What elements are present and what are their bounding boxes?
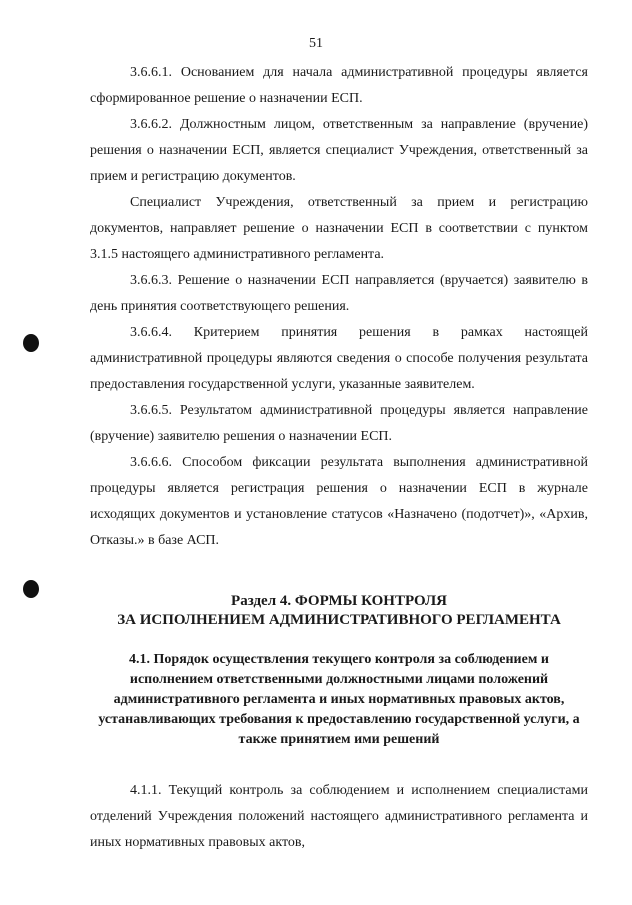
document-body	[90, 60, 588, 856]
paragraph-4-1-1: 4.1.1. Текущий контроль за соблюдением и исполнением специалистами отделений Учреждения положений настоящего административного регламента и иных нормативных правовых актов,	[90, 783, 588, 850]
section-heading-line2: ЗА ИСПОЛНЕНИЕМ АДМИНИСТРАТИВНОГО РЕГЛАМЕНТА	[117, 612, 561, 628]
paragraph-3-6-6-3: 3.6.6.3. Решение о назначении ЕСП направляется (вручается) заявителю в день принятия соответствующего решения.	[90, 273, 588, 314]
paragraph-3-6-6-6: 3.6.6.6. Способом фиксации результата выполнения административной процедуры является регистрация решения о назначении ЕСП в журнале исходящих документов и установление статусов «Назначено (подотчет)», «Архив, Отказы.» в базе АСП.	[90, 455, 588, 548]
section-heading-line1: Раздел 4. ФОРМЫ КОНТРОЛЯ	[231, 593, 447, 609]
section-heading	[90, 592, 588, 630]
paragraph-3-6-6-4: 3.6.6.4. Критерием принятия решения в рамках настоящей административной процедуры являются сведения о способе получения результата предоставления государственной услуги, указанные заявителем.	[90, 325, 588, 392]
paragraph-3-6-6-2: 3.6.6.2. Должностным лицом, ответственным за направление (вручение) решения о назначении ЕСП, является специалист Учреждения, ответственный за прием и регистрацию документов.	[90, 117, 588, 184]
paragraph-3-6-6-1: 3.6.6.1. Основанием для начала административной процедуры является сформированное решение о назначении ЕСП.	[90, 65, 588, 106]
punch-hole	[23, 334, 39, 352]
punch-hole	[23, 580, 39, 598]
page-number: 51	[309, 36, 323, 51]
paragraph-3-6-6-5: 3.6.6.5. Результатом административной процедуры является направление (вручение) заявителю решения о назначении ЕСП.	[90, 403, 588, 444]
subsection-heading: 4.1. Порядок осуществления текущего контроля за соблюдением и исполнением ответственными должностными лицами положений административного регламента и иных нормативных правовых актов, устанавливающих требования к предоставлению государственной услуги, а также принятием ими решений	[98, 652, 580, 747]
paragraph-specialist: Специалист Учреждения, ответственный за прием и регистрацию документов, направляет решение о назначении ЕСП в соответствии с пунктом 3.1.5 настоящего административного регламента.	[90, 195, 588, 262]
